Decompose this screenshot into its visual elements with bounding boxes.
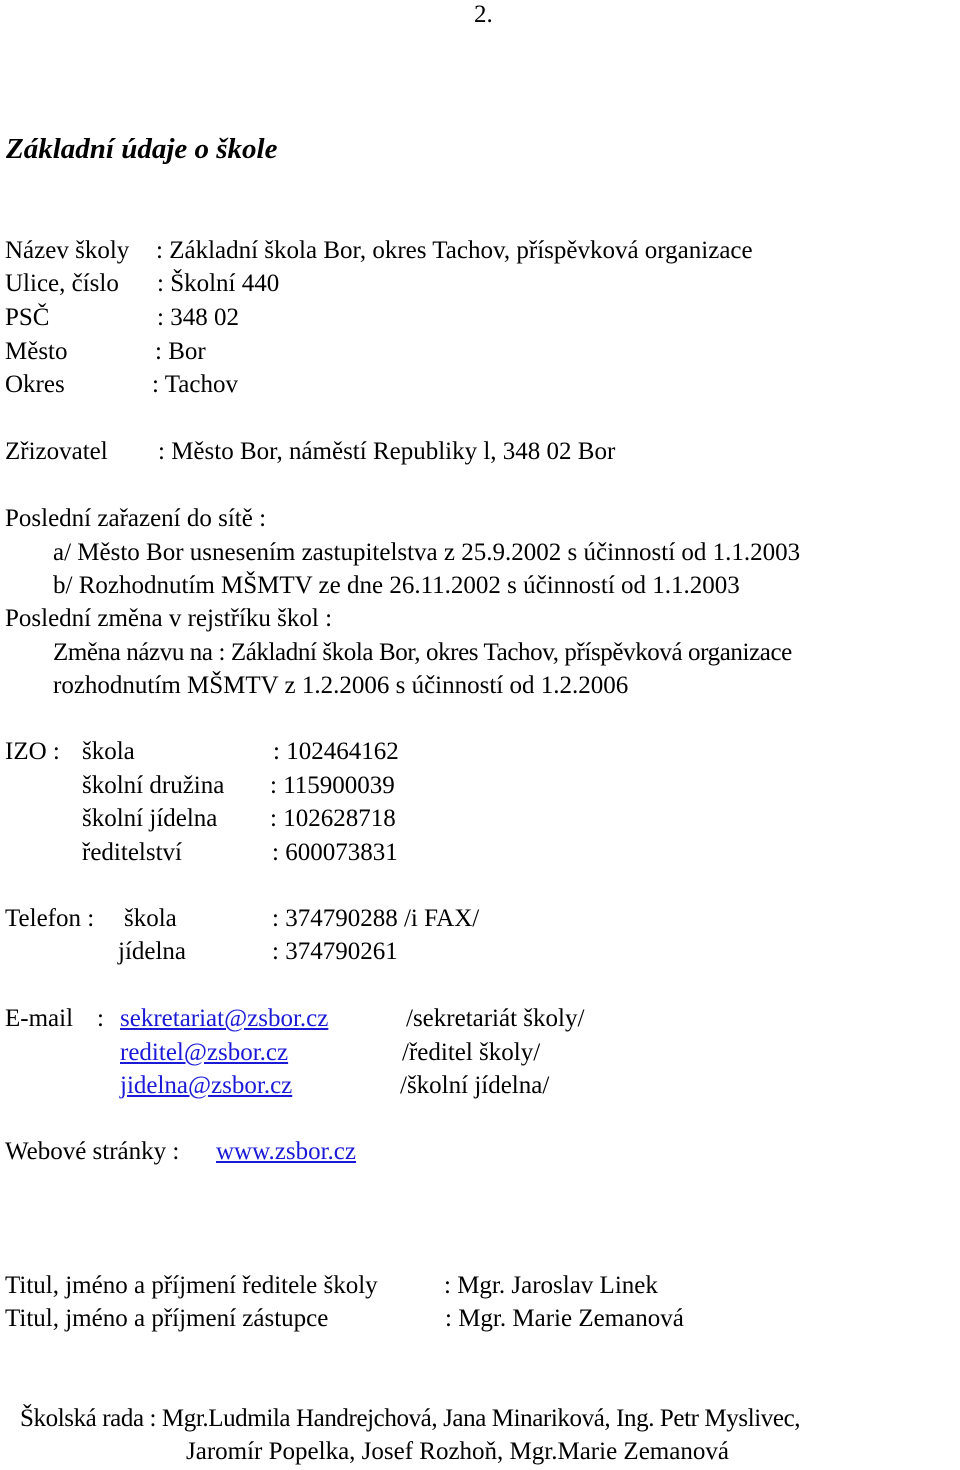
email-note: /sekretariát školy/ <box>406 1005 585 1032</box>
psc-label: PSČ <box>5 304 50 331</box>
izo-row-name: škola <box>82 738 135 765</box>
email-link-reditel[interactable]: reditel@zsbor.cz <box>120 1039 289 1066</box>
page-title: Základní údaje o škole <box>6 133 278 165</box>
web-label: Webové stránky : <box>5 1138 180 1165</box>
telefon-row-value: : 374790261 <box>272 938 398 965</box>
izo-row-name: ředitelství <box>82 839 182 866</box>
email-note: /školní jídelna/ <box>400 1072 550 1099</box>
rada-line-1: Školská rada : Mgr.Ludmila Handrejchová, Jana Minariková, Ing. Petr Myslivec, <box>20 1405 801 1432</box>
zastupce-label: Titul, jméno a příjmení zástupce <box>5 1305 329 1332</box>
rada-line-2: Jaromír Popelka, Josef Rozhoň, Mgr.Marie Zemanová <box>186 1438 729 1465</box>
izo-row-name: školní družina <box>82 772 225 799</box>
zarazeni-heading: Poslední zařazení do sítě : <box>5 505 267 532</box>
telefon-row-name: škola <box>124 905 177 932</box>
nazev-label: Název školy <box>5 237 130 264</box>
email-link-sekretariat[interactable]: sekretariat@zsbor.cz <box>120 1005 329 1032</box>
telefon-row-value: : 374790288 /i FAX/ <box>272 905 480 932</box>
email-label: E-mail <box>5 1005 74 1032</box>
telefon-label: Telefon : <box>5 905 95 932</box>
mesto-value: : Bor <box>155 338 206 365</box>
email-note: /ředitel školy/ <box>402 1039 541 1066</box>
email-separator: : <box>97 1005 104 1032</box>
ulice-value: : Školní 440 <box>157 270 280 297</box>
zmena-heading: Poslední změna v rejstříku škol : <box>5 605 333 632</box>
zmena-line-1: Změna názvu na : Základní škola Bor, okres Tachov, příspěvková organizace <box>53 639 792 666</box>
zrizovatel-label: Zřizovatel <box>5 438 108 465</box>
reditel-label: Titul, jméno a příjmení ředitele školy <box>5 1272 378 1299</box>
web-link[interactable]: www.zsbor.cz <box>216 1138 357 1165</box>
izo-row-value: : 115900039 <box>270 772 395 799</box>
okres-label: Okres <box>5 371 65 398</box>
izo-row-name: školní jídelna <box>82 805 218 832</box>
email-link-jidelna[interactable]: jidelna@zsbor.cz <box>120 1072 293 1099</box>
zastupce-value: : Mgr. Marie Zemanová <box>445 1305 684 1332</box>
zarazeni-line-b: b/ Rozhodnutím MŠMTV ze dne 26.11.2002 s účinností od 1.1.2003 <box>53 572 740 599</box>
page-number: 2. <box>474 1 493 28</box>
psc-value: : 348 02 <box>157 304 239 331</box>
mesto-label: Město <box>5 338 68 365</box>
telefon-row-name: jídelna <box>118 938 187 965</box>
nazev-value: : Základní škola Bor, okres Tachov, příspěvková organizace <box>156 237 753 264</box>
izo-row-value: : 102464162 <box>273 738 399 765</box>
reditel-value: : Mgr. Jaroslav Linek <box>444 1272 658 1299</box>
izo-label: IZO : <box>5 738 60 765</box>
zarazeni-line-a: a/ Město Bor usnesením zastupitelstva z 25.9.2002 s účinností od 1.1.2003 <box>53 539 801 566</box>
izo-row-value: : 600073831 <box>272 839 398 866</box>
ulice-label: Ulice, číslo <box>5 270 119 297</box>
okres-value: : Tachov <box>152 371 238 398</box>
izo-row-value: : 102628718 <box>270 805 396 832</box>
zrizovatel-value: : Město Bor, náměstí Republiky l, 348 02 Bor <box>158 438 616 465</box>
zmena-line-2: rozhodnutím MŠMTV z 1.2.2006 s účinností od 1.2.2006 <box>53 672 629 699</box>
